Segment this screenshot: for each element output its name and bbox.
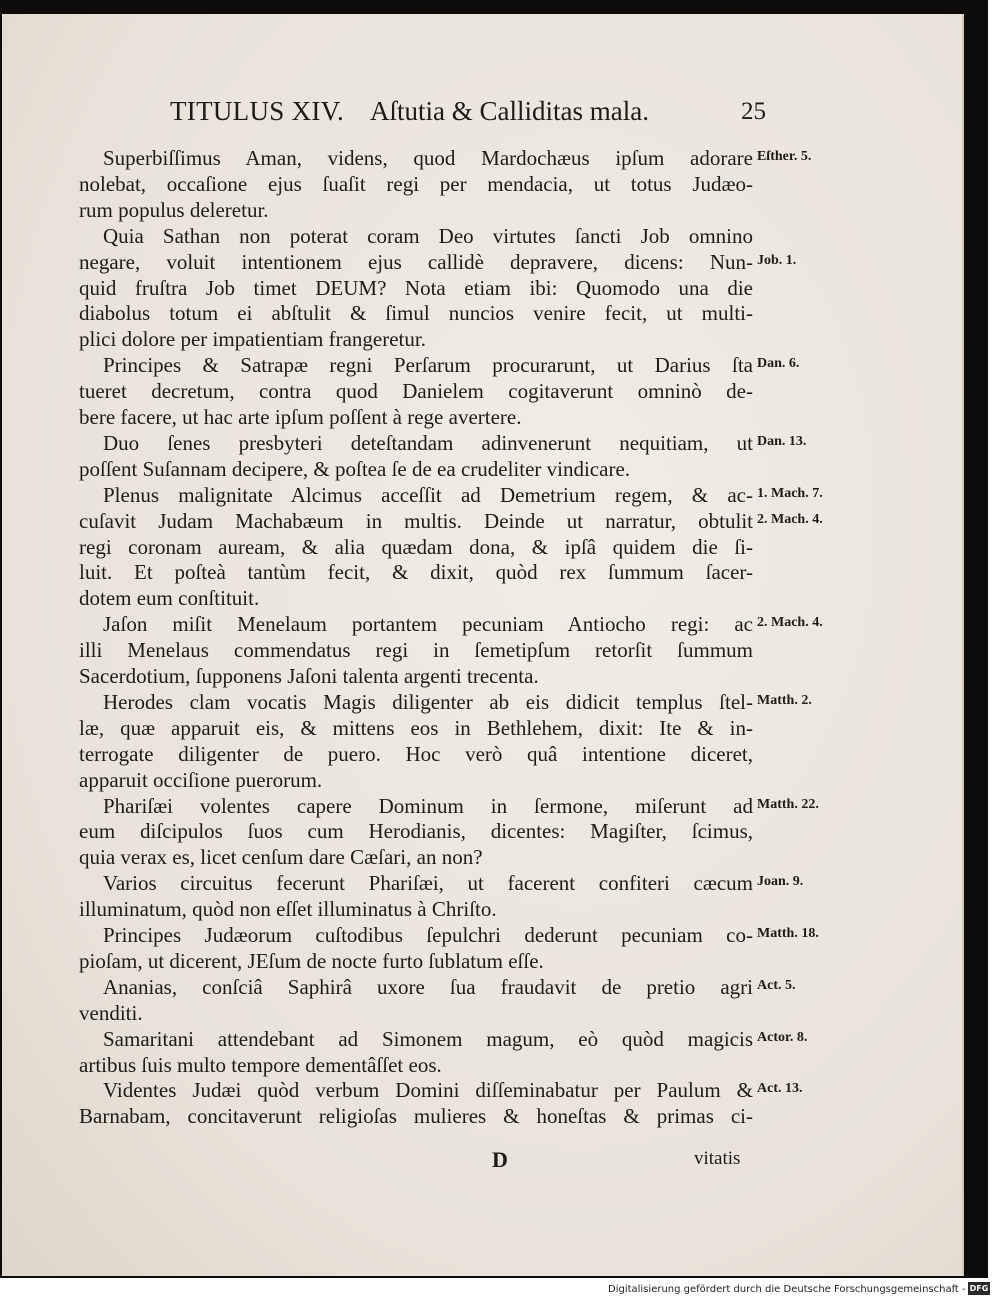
margin-reference: 2. Mach. 4.: [757, 511, 823, 527]
text-line: apparuit occiſione puerorum.: [79, 767, 323, 792]
margin-reference: Joan. 9.: [757, 874, 804, 890]
footer-credit: Digitalisierung gefördert durch die Deutsche Forschungsgemeinschaft -: [608, 1284, 966, 1295]
text-line: rum populus deleretur.: [79, 197, 269, 222]
text-line: illi Menelaus commendatus regi in ſemetipſum retorſit ſummum: [79, 638, 753, 663]
text-line: nolebat, occaſione ejus ſuaſit regi per mendacia, ut totus Judæo-: [79, 171, 753, 196]
margin-reference: Dan. 6.: [757, 356, 800, 372]
text-line: bere facere, ut hac arte ipſum poſſent à rege avertere.: [79, 405, 522, 429]
text-line: Principes Judæorum cuſtodibus ſepulchri dederunt pecuniam co-: [103, 923, 753, 947]
text-line: dotem eum conſtituit.: [79, 586, 260, 611]
text-line: plici dolore per impatientiam frangeretur.: [79, 327, 426, 352]
text-line: Herodes clam vocatis Magis diligenter ab eis didicit templus ſtel-: [103, 689, 753, 714]
text-line: Plenus malignitate Alcimus acceſſit ad Demetrium regem, & ac-: [103, 482, 753, 507]
margin-reference: Matth. 2.: [757, 692, 812, 708]
margin-reference: Matth. 18.: [757, 926, 819, 941]
text-line: Phariſæi volentes capere Dominum in ſermone, miſerunt ad: [103, 793, 753, 818]
margin-reference: 2. Mach. 4.: [757, 615, 823, 631]
text-line: Duo ſenes presbyteri deteſtandam adinvenerunt nequitiam, ut: [103, 430, 753, 455]
text-line: quia verax es, licet cenſum dare Cæſari, an non?: [79, 845, 483, 870]
text-line: eum diſcipulos ſuos cum Herodianis, dicentes: Magiſter, ſcimus,: [79, 819, 753, 844]
book-page: [2, 14, 964, 1276]
text-line: venditi.: [79, 1000, 143, 1025]
text-line: luit. Et poſteà tantùm fecit, & dixit, quòd rex ſummum ſacer-: [79, 560, 753, 585]
title-label: TITULUS XIV.: [170, 96, 345, 126]
text-line: Varios circuitus fecerunt Phariſæi, ut facerent confiteri cæcum: [103, 871, 753, 896]
text-line: Sacerdotium, ſupponens Jaſoni talenta argenti trecenta.: [79, 664, 539, 688]
text-line: Ananias, conſciâ Saphirâ uxore ſua fraudavit de pretio agri: [103, 974, 753, 999]
text-line: cuſavit Judam Machabæum in multis. Deinde ut narratur, obtulit: [79, 508, 753, 533]
text-line: tueret decretum, contra quod Danielem cogitaverunt omninò de-: [79, 379, 753, 404]
text-line: pioſam, ut dicerent, JEſum de nocte furto ſublatum eſſe.: [79, 948, 544, 973]
text-line: Jaſon miſit Menelaum portantem pecuniam Antiocho regi: ac: [103, 612, 753, 637]
text-line: terrogate diligenter de puero. Hoc verò quâ intentione diceret,: [79, 741, 753, 766]
margin-reference: Matth. 22.: [757, 796, 819, 812]
signature-mark: D: [492, 1147, 508, 1172]
text-line: Samaritani attendebant ad Simonem magum, eò quòd magicis: [103, 1026, 753, 1051]
text-line: Quia Sathan non poterat coram Deo virtutes ſancti Job omnino: [103, 223, 753, 248]
text-line: negare, voluit intentionem ejus callidè depravere, dicens: Nun-: [79, 249, 753, 274]
margin-reference: Job. 1.: [757, 252, 797, 268]
margin-reference: Actor. 8.: [757, 1029, 808, 1045]
text-line: Videntes Judæi quòd verbum Domini diſſeminabatur per Paulum &: [103, 1078, 753, 1103]
margin-reference: Act. 13.: [757, 1081, 803, 1097]
margin-reference: Act. 5.: [757, 977, 796, 993]
page-number: 25: [741, 98, 766, 125]
text-line: Superbiſſimus Aman, videns, quod Mardochæus ipſum adorare: [103, 146, 753, 170]
text-line: quid fruſtra Job timet DEUM? Nota etiam ibi: Quomodo una die: [79, 275, 753, 300]
margin-reference: 1. Mach. 7.: [757, 485, 823, 501]
text-line: Barnabam, concitaverunt religioſas mulieres & honeſtas & primas ci-: [79, 1104, 753, 1129]
running-head: [170, 96, 766, 136]
dfg-logo: DFG: [969, 1284, 989, 1293]
text-line: poſſent Suſannam decipere, & poſtea ſe de ea crudeliter vindicare.: [79, 456, 631, 481]
margin-reference: Dan. 13.: [757, 433, 807, 449]
text-line: Principes & Satrapæ regni Perſarum procurarunt, ut Darius ſta: [103, 353, 753, 378]
text-line: artibus ſuis multo tempore dementâſſet eos.: [79, 1052, 442, 1077]
catchword: vitatis: [694, 1148, 741, 1169]
margin-reference: Eſther. 5.: [757, 149, 812, 164]
text-line: regi coronam auream, & alia quædam dona, & ipſâ quidem die ſi-: [79, 534, 753, 559]
text-line: læ, quæ apparuit eis, & mittens eos in Bethlehem, dixit: Ite & in-: [79, 715, 753, 740]
text-line: diabolus totum ei abſtulit & ſimul nuncios venire fecit, ut multi-: [79, 301, 753, 326]
text-line: illuminatum, quòd non eſſet illuminatus à Chriſto.: [79, 897, 497, 922]
subtitle-label: Aſtutia & Calliditas mala.: [370, 96, 649, 126]
